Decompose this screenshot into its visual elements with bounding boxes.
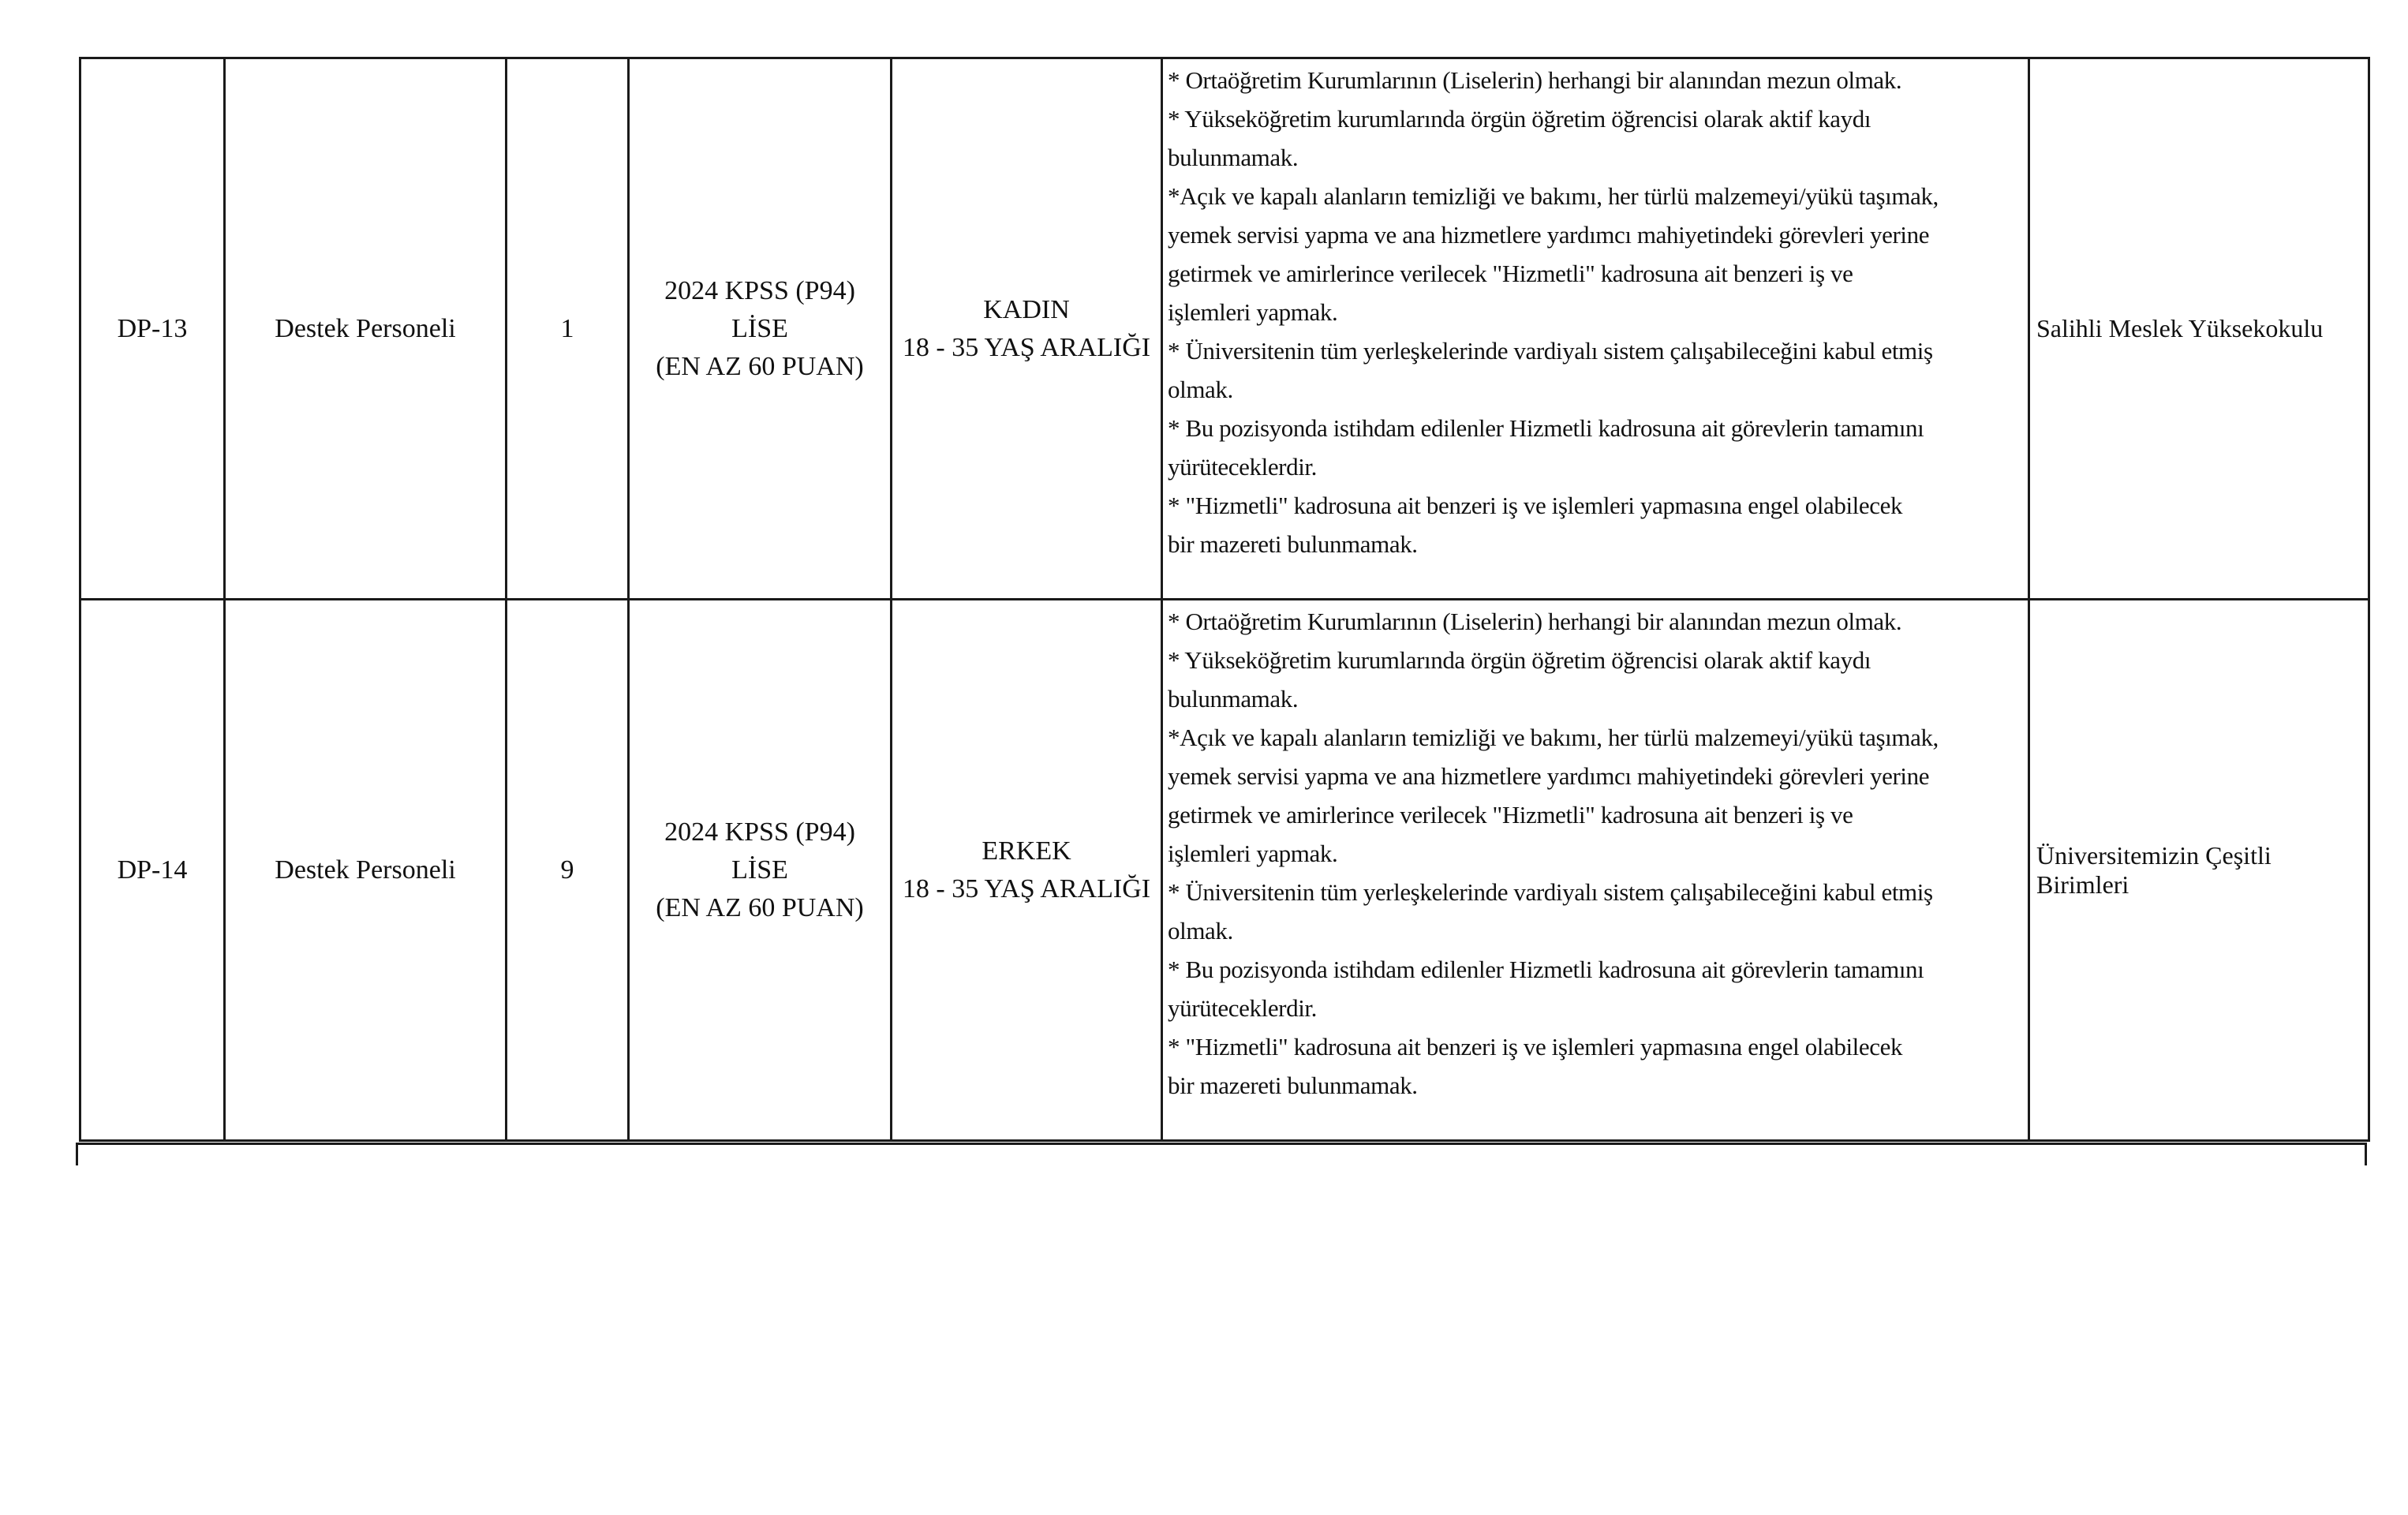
gender-age bbox=[892, 600, 1162, 1141]
next-row-border bbox=[76, 1143, 2367, 1165]
position-count: 1 bbox=[507, 58, 629, 600]
exam-requirement bbox=[629, 58, 892, 600]
exam-line: LİSE bbox=[731, 855, 788, 885]
position-title: Destek Personeli bbox=[225, 600, 507, 1141]
requirement-line: getirmek ve amirlerince verilecek "Hizmetli" kadrosuna ait benzeri iş ve bbox=[1168, 260, 1853, 287]
table-row bbox=[80, 600, 2369, 1141]
position-code: DP-13 bbox=[80, 58, 225, 600]
requirement-line: yürüteceklerdir. bbox=[1168, 994, 1317, 1022]
requirement-line: bir mazereti bulunmamak. bbox=[1168, 1072, 1418, 1099]
gender-line: KADIN bbox=[983, 294, 1070, 324]
exam-line: (EN AZ 60 PUAN) bbox=[656, 892, 864, 922]
requirement-line: bir mazereti bulunmamak. bbox=[1168, 530, 1418, 558]
requirement-line: olmak. bbox=[1168, 376, 1233, 403]
requirement-line: bulunmamak. bbox=[1168, 144, 1299, 171]
requirement-line: * Üniversitenin tüm yerleşkelerinde vardiyalı sistem çalışabileceğini kabul etmiş bbox=[1168, 337, 1933, 365]
requirement-line: * Ortaöğretim Kurumlarının (Liselerin) herhangi bir alanından mezun olmak. bbox=[1168, 66, 1902, 94]
requirement-line: işlemleri yapmak. bbox=[1168, 298, 1338, 326]
requirement-line: * Bu pozisyonda istihdam edilenler Hizmetli kadrosuna ait görevlerin tamamını bbox=[1168, 956, 1924, 983]
exam-line: 2024 KPSS (P94) bbox=[664, 275, 855, 305]
requirement-line: * Yükseköğretim kurumlarında örgün öğretim öğrencisi olarak aktif kaydı bbox=[1168, 646, 1871, 674]
requirement-line: * Ortaöğretim Kurumlarının (Liselerin) herhangi bir alanından mezun olmak. bbox=[1168, 608, 1902, 635]
position-title: Destek Personeli bbox=[225, 58, 507, 600]
column-divider bbox=[2365, 1145, 2367, 1165]
requirements-cell bbox=[1162, 600, 2029, 1141]
requirement-line: * "Hizmetli" kadrosuna ait benzeri iş ve işlemleri yapmasına engel olabilecek bbox=[1168, 492, 1903, 519]
requirement-line: *Açık ve kapalı alanların temizliği ve bakımı, her türlü malzemeyi/yükü taşımak, bbox=[1168, 182, 1939, 210]
requirement-line: * "Hizmetli" kadrosuna ait benzeri iş ve işlemleri yapmasına engel olabilecek bbox=[1168, 1033, 1903, 1060]
unit-name: Üniversitemizin Çeşitli Birimleri bbox=[2029, 600, 2369, 1141]
exam-line: (EN AZ 60 PUAN) bbox=[656, 351, 864, 381]
table-row bbox=[80, 58, 2369, 600]
requirement-line: bulunmamak. bbox=[1168, 685, 1299, 713]
unit-name: Salihli Meslek Yüksekokulu bbox=[2029, 58, 2369, 600]
positions-table bbox=[79, 57, 2370, 1142]
requirement-line: olmak. bbox=[1168, 917, 1233, 945]
position-count: 9 bbox=[507, 600, 629, 1141]
requirement-line: yürüteceklerdir. bbox=[1168, 453, 1317, 481]
requirement-line: * Bu pozisyonda istihdam edilenler Hizmetli kadrosuna ait görevlerin tamamını bbox=[1168, 414, 1924, 442]
requirement-line: yemek servisi yapma ve ana hizmetlere yardımcı mahiyetindeki görevleri yerine bbox=[1168, 762, 1930, 790]
column-divider bbox=[76, 1145, 78, 1165]
exam-requirement bbox=[629, 600, 892, 1141]
exam-line: 2024 KPSS (P94) bbox=[664, 817, 855, 847]
position-code: DP-14 bbox=[80, 600, 225, 1141]
age-line: 18 - 35 YAŞ ARALIĞI bbox=[902, 873, 1151, 903]
gender-age bbox=[892, 58, 1162, 600]
requirement-line: *Açık ve kapalı alanların temizliği ve bakımı, her türlü malzemeyi/yükü taşımak, bbox=[1168, 724, 1939, 751]
requirement-line: yemek servisi yapma ve ana hizmetlere yardımcı mahiyetindeki görevleri yerine bbox=[1168, 221, 1930, 249]
exam-line: LİSE bbox=[731, 313, 788, 343]
requirements-cell bbox=[1162, 58, 2029, 600]
requirement-line: getirmek ve amirlerince verilecek "Hizmetli" kadrosuna ait benzeri iş ve bbox=[1168, 801, 1853, 829]
age-line: 18 - 35 YAŞ ARALIĞI bbox=[902, 332, 1151, 362]
requirement-line: * Yükseköğretim kurumlarında örgün öğretim öğrencisi olarak aktif kaydı bbox=[1168, 105, 1871, 133]
requirement-line: işlemleri yapmak. bbox=[1168, 840, 1338, 867]
requirement-line: * Üniversitenin tüm yerleşkelerinde vardiyalı sistem çalışabileceğini kabul etmiş bbox=[1168, 878, 1933, 906]
gender-line: ERKEK bbox=[982, 836, 1071, 866]
